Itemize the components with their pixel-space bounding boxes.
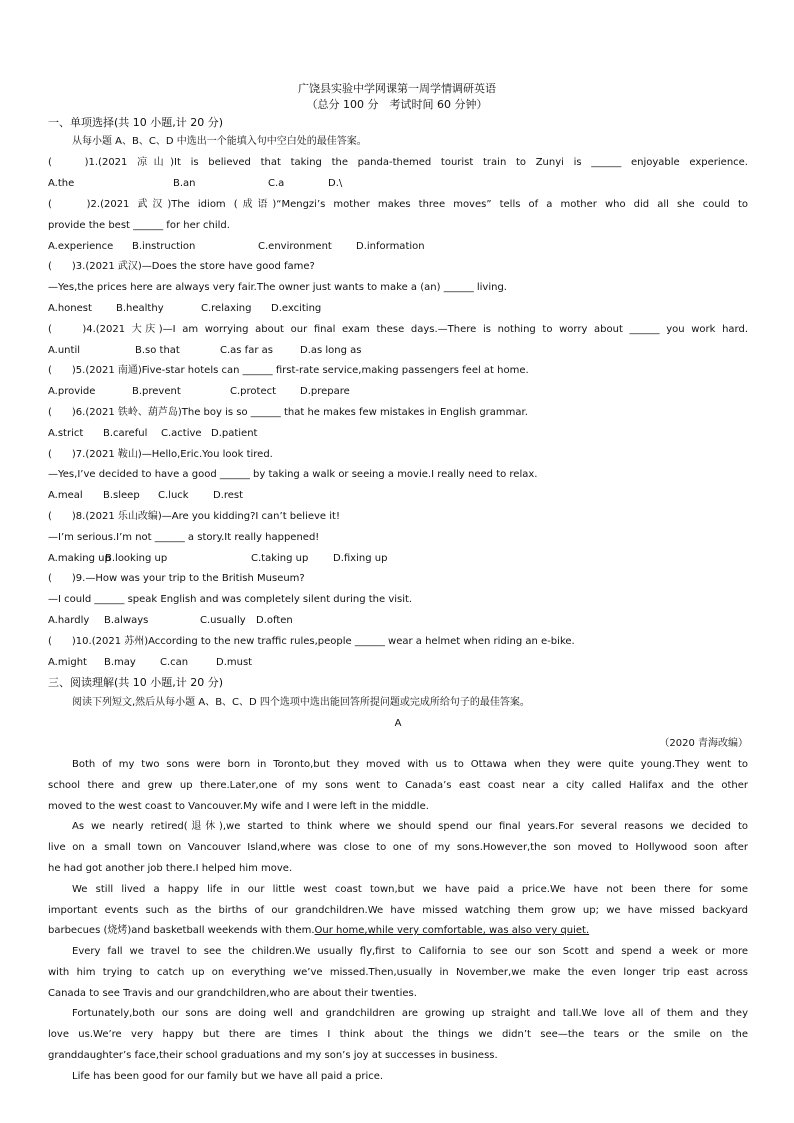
option-c: C.luck xyxy=(158,490,189,501)
question-4-stem: ( )4.(2021 大庆)—I am worrying about our final exam these days.—There is nothing to worry about ______ you work hard. xyxy=(48,324,748,335)
option-b: B.an xyxy=(173,178,196,189)
passage-line: love us.We’re very happy but there are times I think about the things we didn’t see—the tears or the smile on the xyxy=(48,1029,748,1040)
question-3-stem-cont: —Yes,the prices here are always very fair.The owner just wants to make a (an) ______ living. xyxy=(48,282,507,293)
question-7-options xyxy=(48,489,748,503)
exam-title: 广饶县实验中学网课第一周学情调研英语 xyxy=(298,82,496,95)
option-a: A.making up xyxy=(48,553,111,564)
option-b: B.so that xyxy=(135,345,180,356)
question-2-options xyxy=(48,240,748,254)
question-1-stem: ( )1.(2021 凉山)It is believed that taking the panda-themed tourist train to Zunyi is ______ enjoyable experience. xyxy=(48,157,748,168)
option-c: C.as far as xyxy=(220,345,273,356)
passage-text: barbecues (烧烤)and basketball weekends with them. xyxy=(48,925,315,936)
question-2-stem: ( )2.(2021 武汉)The idiom (成语)“Mengzi’s mother makes three moves” tells of a mother who did all she could to xyxy=(48,199,748,210)
passage-line: Canada to see Travis and our grandchildren,who are about their twenties. xyxy=(48,988,417,999)
section-3-heading: 三、阅读理解(共 10 小题,计 20 分) xyxy=(48,676,224,689)
section-1-instruction: 从每小题 A、B、C、D 中选出一个能填入句中空白处的最佳答案。 xyxy=(72,136,367,147)
option-a: A.strict xyxy=(48,428,84,439)
option-d: D.must xyxy=(216,657,253,668)
option-b: B.may xyxy=(104,657,136,668)
option-d: D.fixing up xyxy=(333,553,388,564)
option-a: A.hardly xyxy=(48,615,90,626)
question-8-stem: ( )8.(2021 乐山改编)—Are you kidding?I can’t believe it! xyxy=(48,511,340,522)
passage-line: school there and grew up there.Later,one of my sons went to Canada’s east coast near a city called Halifax and the other xyxy=(48,780,748,791)
question-6-stem: ( )6.(2021 铁岭、葫芦岛)The boy is so ______ that he makes few mistakes in English grammar. xyxy=(48,407,528,418)
question-9-stem-cont: —I could ______ speak English and was completely silent during the visit. xyxy=(48,594,413,605)
option-c: C.relaxing xyxy=(201,303,252,314)
question-9-options xyxy=(48,614,748,628)
option-d: D.exciting xyxy=(271,303,322,314)
question-3-options xyxy=(48,302,748,316)
passage-line: Every fall we travel to see the children.We usually fly,first to California to see our son Scott and spend a week or more xyxy=(72,946,748,957)
option-a: A.until xyxy=(48,345,80,356)
passage-line: live on a small town on Vancouver Island,where was close to one of my sons.However,the son moved to Hollywood soon after xyxy=(48,842,748,853)
option-b: B.looking up xyxy=(105,553,168,564)
option-c: C.can xyxy=(160,657,189,668)
option-c: C.taking up xyxy=(251,553,309,564)
passage-line: granddaughter’s face,their school graduations and my son’s joy at successes in business. xyxy=(48,1050,498,1061)
passage-line: Both of my two sons were born in Toronto,but they moved with us to Ottawa when they were quite young.They went to xyxy=(72,759,748,770)
option-b: B.sleep xyxy=(103,490,140,501)
question-5-options xyxy=(48,385,748,399)
question-3-stem: ( )3.(2021 武汉)—Does the store have good fame? xyxy=(48,261,315,272)
option-d: D.information xyxy=(356,241,425,252)
option-c: C.environment xyxy=(258,241,332,252)
option-d: D.rest xyxy=(213,490,244,501)
passage-line: moved to the west coast to Vancouver.My wife and I were left in the middle. xyxy=(48,801,429,812)
option-a: A.honest xyxy=(48,303,92,314)
option-a: A.experience xyxy=(48,241,114,252)
option-b: B.instruction xyxy=(132,241,196,252)
option-b: B.careful xyxy=(103,428,148,439)
section-1-heading: 一、单项选择(共 10 小题,计 20 分) xyxy=(48,116,224,129)
question-7-stem: ( )7.(2021 鞍山)—Hello,Eric.You look tired. xyxy=(48,449,273,460)
passage-line: with him trying to catch up on everything we’ve missed.Then,usually in November,we make the even longer trip east across xyxy=(48,967,748,978)
question-8-stem-cont: —I’m serious.I’m not ______ a story.It really happened! xyxy=(48,532,320,543)
option-d: D.often xyxy=(256,615,293,626)
passage-line: As we nearly retired(退休),we started to think where we should spend our final years.For several reasons we decided to xyxy=(72,821,748,832)
question-10-options xyxy=(48,656,748,670)
option-a: A.provide xyxy=(48,386,96,397)
option-b: B.always xyxy=(104,615,149,626)
question-9-stem: ( )9.—How was your trip to the British Museum? xyxy=(48,573,305,584)
option-c: C.usually xyxy=(200,615,246,626)
option-d: D.prepare xyxy=(300,386,350,397)
passage-line: he had got another job there.I helped him move. xyxy=(48,863,293,874)
passage-line xyxy=(48,924,748,938)
passage-source: （2020 青海改编） xyxy=(659,738,748,749)
passage-line: We still lived a happy life in our little west coast town,but we have paid a price.We have not been there for some xyxy=(72,884,748,895)
question-4-options xyxy=(48,344,748,358)
option-c: C.a xyxy=(268,178,285,189)
option-b: B.prevent xyxy=(132,386,181,397)
option-a: A.meal xyxy=(48,490,83,501)
question-10-stem: ( )10.(2021 苏州)According to the new traffic rules,people ______ wear a helmet when riding an e-bike. xyxy=(48,636,575,647)
section-3-instruction: 阅读下列短文,然后从每小题 A、B、C、D 四个选项中选出能回答所提问题或完成所给句子的最佳答案。 xyxy=(72,697,530,708)
question-1-options xyxy=(48,177,748,191)
underlined-sentence: Our home,while very comfortable, was also very quiet. xyxy=(314,925,590,936)
passage-line: important events such as the births of our grandchildren.We have missed watching them grow up; we have missed backyard xyxy=(48,905,748,916)
question-7-stem-cont: —Yes,I’ve decided to have a good ______ by taking a walk or seeing a movie.I really need to relax. xyxy=(48,469,538,480)
question-6-options xyxy=(48,427,748,441)
option-c: C.active xyxy=(161,428,202,439)
passage-line: Fortunately,both our sons are doing well and grandchildren are growing up straight and tall.We love all of them and they xyxy=(72,1008,748,1019)
option-c: C.protect xyxy=(230,386,277,397)
passage-label: A xyxy=(394,718,402,729)
question-5-stem: ( )5.(2021 南通)Five-star hotels can ______ first-rate service,making passengers feel at home. xyxy=(48,365,529,376)
passage-line: Life has been good for our family but we have all paid a price. xyxy=(72,1071,384,1082)
question-8-options xyxy=(48,552,748,566)
option-d: D.as long as xyxy=(300,345,362,356)
option-d: D.\ xyxy=(328,178,343,189)
option-d: D.patient xyxy=(211,428,258,439)
question-2-stem-cont: provide the best ______ for her child. xyxy=(48,220,230,231)
exam-subtitle: （总分 100 分 考试时间 60 分钟） xyxy=(306,98,488,111)
option-b: B.healthy xyxy=(116,303,164,314)
option-a: A.might xyxy=(48,657,87,668)
option-a: A.the xyxy=(48,178,75,189)
